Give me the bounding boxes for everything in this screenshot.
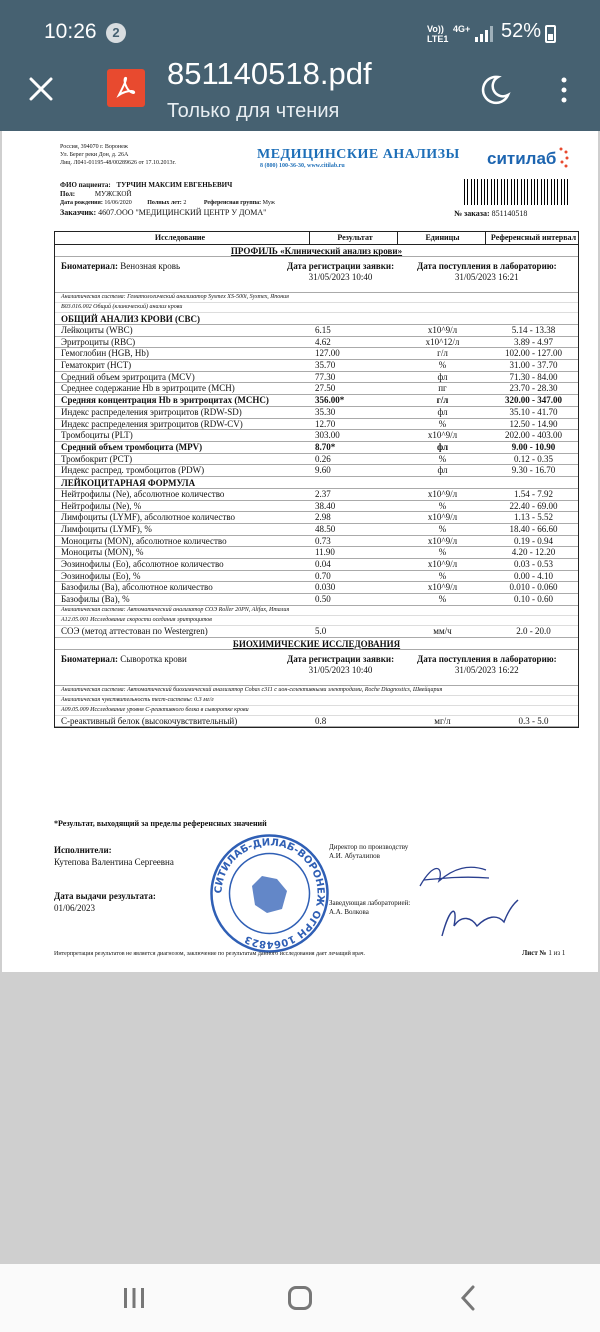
svg-text:СИТИЛАБ-ДИЛАБ-ВОРОНЕЖ ОГРН 106: СИТИЛАБ-ДИЛАБ-ВОРОНЕЖ ОГРН 1064823 [213, 837, 326, 950]
back-icon[interactable] [458, 1284, 478, 1312]
group-leukocyte: ЛЕЙКОЦИТАРНАЯ ФОРМУЛА [55, 477, 578, 489]
method-note: B03.016.002 Общий (клинический) анализ крови [55, 303, 578, 313]
biochem-analyzer-note: Аналитическая система: Автоматический биохимический анализатор Cobas c311 с ион-селективными электродами, Roche Diagnostics, Швейцария [55, 686, 578, 696]
biomaterial-block-2: Биоматериал: Сыворотка крови Дата регистрации заявки: 31/05/2023 10:40 Дата поступления в лабораторию: 31/05/2023 16:22 [55, 650, 578, 686]
analyzer-note: Аналитическая система: Гематологический анализатор Sysmex XS-500i, Sysmex, Япония [55, 293, 578, 303]
table-row: Базофилы (Ba), % 0.50 % 0.10 - 0.60 [55, 594, 578, 606]
table-row: Средний объем эритроцита (MCV) 77.30 фл 71.30 - 84.00 [55, 372, 578, 384]
cbc-rows [55, 325, 578, 477]
network-volte: Vo)) LTE1 [427, 24, 449, 44]
table-row: С-реактивный белок (высокочувствительный) 0.8 мг/л 0.3 - 5.0 [55, 716, 578, 728]
group-cbc: ОБЩИЙ АНАЛИЗ КРОВИ (CBC) [55, 313, 578, 325]
table-row: СОЭ (метод аттестован по Westergren) 5.0 мм/ч 2.0 - 20.0 [55, 626, 578, 638]
document-page[interactable] [2, 131, 598, 972]
pdf-file-icon [107, 69, 145, 107]
patient-info: ФИО пациента: ТУРЧИН МАКСИМ ЕВГЕНЬЕВИЧ Пол: МУЖСКОЙ Дата рождения: 16/06/2020 Полных лет: 2 Референсная группа: Муж [60, 181, 275, 206]
lab-head: Заведующая лабораторией: А.А. Волкова [329, 899, 411, 916]
lab-stamp [207, 831, 332, 956]
director-signature [414, 856, 494, 896]
table-row: Лимфоциты (LYMF), абсолютное количество 2.98 x10^9/л 1.13 - 5.52 [55, 512, 578, 524]
table-row: Лимфоциты (LYMF), % 48.50 % 18.40 - 66.60 [55, 524, 578, 536]
citilab-logo: ситилаб [487, 149, 557, 168]
status-time: 10:26 [44, 20, 97, 43]
notification-badge: 2 [106, 23, 126, 43]
esr-analyzer-note: Аналитическая система: Автоматический анализатор СОЭ Roller 20PN, Alifax, Италия [55, 606, 578, 616]
sensitivity-note: Аналитическая чувствительность тест-системы: 0.3 мг/л [55, 696, 578, 706]
disclaimer: Интерпретация результатов не является диагнозом, заключение по результатам данного исследования дает лечащий врач. [54, 951, 366, 957]
table-row: Индекс распределения эритроцитов (RDW-CV) 12.70 % 12.50 - 14.90 [55, 419, 578, 431]
battery-icon [545, 25, 556, 43]
top-bar [0, 0, 600, 131]
table-row: Гематокрит (HCT) 35.70 % 31.00 - 37.70 [55, 360, 578, 372]
navigation-bar [0, 1264, 600, 1332]
network-4g: 4G+ [453, 24, 471, 34]
status-bar [0, 0, 600, 60]
table-row: Лейкоциты (WBC) 6.15 x10^9/л 5.14 - 13.38 [55, 325, 578, 337]
leukocyte-rows [55, 489, 578, 606]
recent-apps-icon[interactable] [122, 1286, 146, 1310]
results-table [54, 231, 579, 728]
table-header: Исследование Результат Единицы Референсный интервал [55, 232, 578, 245]
home-icon[interactable] [288, 1286, 312, 1310]
dark-mode-icon[interactable] [478, 73, 512, 107]
director: Директор по производству А.И. Абуталипов [329, 843, 409, 860]
performers: Исполнители: Кутепова Валентина Сергеевна [54, 845, 174, 867]
table-row: Базофилы (Ba), абсолютное количество 0.030 x10^9/л 0.010 - 0.060 [55, 582, 578, 594]
battery-percent: 52% [501, 20, 542, 42]
table-row: Моноциты (MON), % 11.90 % 4.20 - 12.20 [55, 547, 578, 559]
lab-address: Россия, 394070 г. Воронеж Ул. Берег реки Дон, д. 26А Лиц. Л041-01195-48/00289626 от 17.10.2013г. [60, 144, 176, 166]
page-counter: Лист № 1 из 1 [522, 949, 566, 957]
more-options-icon[interactable] [554, 73, 574, 107]
order-number: № заказа: 851140518 [454, 209, 528, 218]
table-row: Тромбоциты (PLT) 303.00 x10^9/л 202.00 - 403.00 [55, 430, 578, 442]
table-row: Средняя концентрация Hb в эритроцитах (MCHC) 356.00* г/л 320.00 - 347.00 [55, 395, 578, 407]
table-row: Эозинофилы (Eo), % 0.70 % 0.00 - 4.10 [55, 571, 578, 583]
barcode [464, 179, 570, 205]
table-row: Эритроциты (RBC) 4.62 x10^12/л 3.89 - 4.97 [55, 337, 578, 349]
biomaterial-block: Биоматериал: Венозная кровь Дата регистрации заявки: 31/05/2023 10:40 Дата поступления в лабораторию: 31/05/2023 16:21 [55, 257, 578, 293]
table-row: Индекс распределения эритроцитов (RDW-SD) 35.30 фл 35.10 - 41.70 [55, 407, 578, 419]
table-row: Моноциты (MON), абсолютное количество 0.73 x10^9/л 0.19 - 0.94 [55, 536, 578, 548]
issue-date: Дата выдачи результата: 01/06/2023 [54, 891, 156, 913]
esr-method-note: A12.05.001 Исследование скорости оседания эритроцитов [55, 616, 578, 626]
table-row: Нейтрофилы (Ne), абсолютное количество 2.37 x10^9/л 1.54 - 7.92 [55, 489, 578, 501]
brand-title: МЕДИЦИНСКИЕ АНАЛИЗЫ [257, 147, 460, 162]
table-row: Эозинофилы (Eo), абсолютное количество 0.04 x10^9/л 0.03 - 0.53 [55, 559, 578, 571]
table-row: Тромбокрит (PCT) 0.26 % 0.12 - 0.35 [55, 454, 578, 466]
out-of-range-note: *Результат, выходящий за пределы референсных значений [54, 819, 267, 828]
table-row: Средний объем тромбоцита (MPV) 8.70* фл 9.00 - 10.90 [55, 442, 578, 454]
brand-contacts: 8 (800) 100-36-30, www.citilab.ru [260, 163, 345, 169]
table-row: Нейтрофилы (Ne), % 38.40 % 22.40 - 69.00 [55, 501, 578, 513]
file-title: 851140518.pdf [167, 56, 372, 91]
crp-method-note: A09.05.009 Исследование уровня С-реактивного белка в сыворотке крови [55, 706, 578, 716]
close-icon[interactable] [26, 74, 56, 104]
biochem-title: БИОХИМИЧЕСКИЕ ИССЛЕДОВАНИЯ [55, 638, 578, 650]
read-only-label: Только для чтения [167, 100, 340, 122]
signal-icon [474, 26, 494, 42]
customer: Заказчик: 4607.ООО "МЕДИЦИНСКИЙ ЦЕНТР У ДОМА" [60, 208, 267, 217]
lab-head-signature [432, 896, 522, 944]
table-row: Среднее содержание Hb в эритроците (MCH) 27.50 пг 23.70 - 28.30 [55, 383, 578, 395]
profile-title: ПРОФИЛЬ «Клинический анализ крови» [55, 245, 578, 257]
table-row: Гемоглобин (HGB, Hb) 127.00 г/л 102.00 - 127.00 [55, 348, 578, 360]
table-row: Индекс распред. тромбоцитов (PDW) 9.60 фл 9.30 - 16.70 [55, 465, 578, 477]
logo-dots-icon [558, 145, 570, 169]
